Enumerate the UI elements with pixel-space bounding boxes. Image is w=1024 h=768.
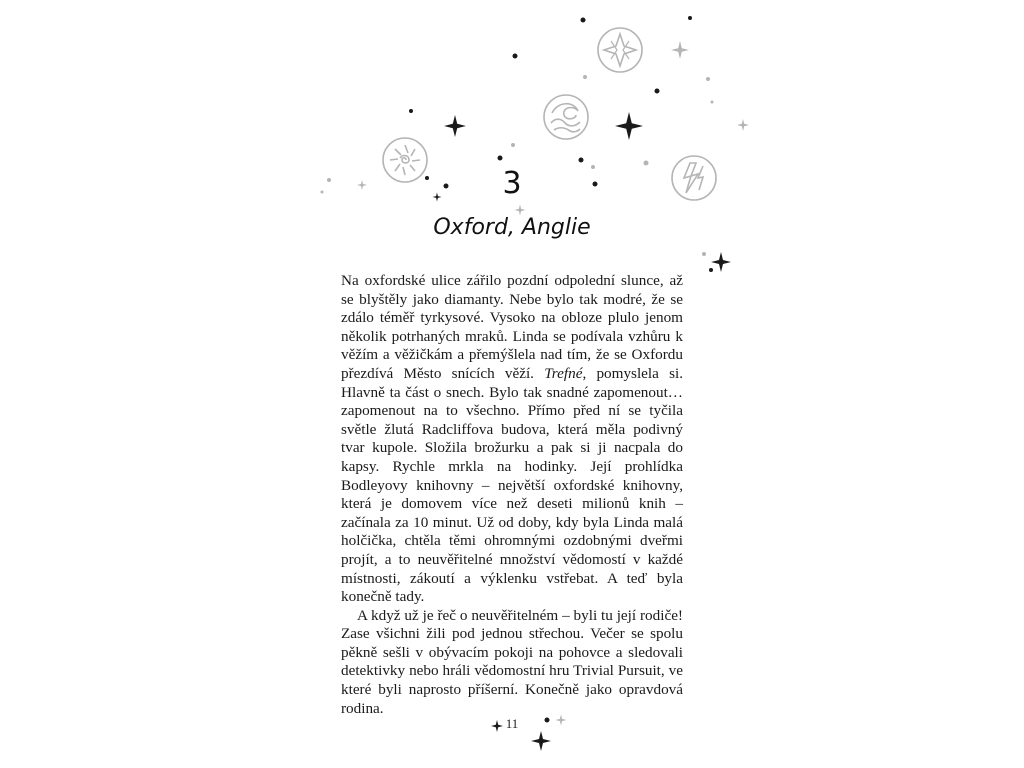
lightning-emblem-icon	[672, 156, 716, 200]
star-dot	[591, 165, 595, 169]
chapter-title: Oxford, Anglie	[433, 215, 591, 240]
star-dot	[444, 184, 449, 189]
star-dot	[545, 718, 550, 723]
page-number: 11	[505, 716, 519, 731]
star-dot	[498, 156, 503, 161]
sparkle-star-icon	[531, 731, 551, 751]
star-dot	[513, 54, 518, 59]
sparkle-star-icon	[357, 180, 367, 190]
spiral-sun-emblem-icon	[383, 138, 427, 182]
sparkle-star-icon	[615, 112, 643, 140]
star-dot	[655, 89, 660, 94]
sparkle-star-icon	[515, 205, 526, 216]
star-dot	[644, 161, 649, 166]
wave-emblem-icon	[544, 95, 588, 139]
star-dot	[327, 178, 331, 182]
emphasized-word: Trefné	[544, 364, 583, 382]
star-dot	[702, 252, 706, 256]
chapter-number: 3	[502, 166, 522, 201]
sparkle-star-icon	[711, 252, 731, 272]
star-dot	[711, 101, 714, 104]
sparkle-star-icon	[433, 193, 442, 202]
star-dot	[593, 182, 598, 187]
star-dot	[709, 268, 713, 272]
paragraph	[341, 272, 683, 607]
star-dot	[583, 75, 587, 79]
star-compass-emblem-icon	[598, 28, 642, 72]
star-dot	[579, 158, 584, 163]
star-dot	[409, 109, 413, 113]
paragraph-text: Na oxfordské ulice zářilo pozdní odpolední slunce, až se blyštěly jako diamanty. Nebe bylo tak modré, že se zdálo téměř tyrkysové. Vysoko na obloze plulo jenom několik potrhaných mraků. Linda se podívala vzhůru k věžím a věžičkám a přemýšlela nad tím, že se Oxfordu přezdívá Město snících věží.	[341, 272, 683, 382]
star-dot	[581, 18, 586, 23]
paragraph: A když už je řeč o neuvěřitelném – byli tu její rodiče! Zase všichni žili pod jednou střechou. Večer se spolu pěkně sešli v obývacím pokoji na pohovce a sledovali detektivky nebo hráli vědomostní hru Trivial Pursuit, ve které byli naprosto příšerní. Konečně jako opravdová rodina.	[341, 606, 683, 717]
star-dot	[425, 176, 429, 180]
star-dot	[688, 16, 692, 20]
sparkle-star-icon	[737, 119, 749, 131]
star-dot	[321, 191, 324, 194]
paragraph-text: , pomyslela si. Hlavně ta část o snech. Bylo tak snadné zapomenout… zapomenout na to všechno. Přímo před ní se tyčila světle žlutá Radcliffova budova, která měla podivný tvar kupole. Složila brožurku a pak si ji nacpala do kapsy. Rychle mrkla na hodinky. Její prohlídka Bodleyovy knihovny – největší oxfordské knihovny, která je domovem více než deseti milionů knih – začínala za 10 minut. Už od doby, kdy byla Linda malá holčička, chtěla těmi ohromnými ozdobnými dveřmi projít, a to neuvěřitelné množství vědomostí v každé místnosti, zákoutí a výklenku vstřebat. A teď byla konečně tady.	[341, 364, 683, 606]
sparkle-star-icon	[444, 115, 466, 137]
chapter-body	[341, 272, 683, 718]
star-dot	[511, 143, 515, 147]
star-dot	[706, 77, 710, 81]
sparkle-star-icon	[671, 41, 689, 59]
